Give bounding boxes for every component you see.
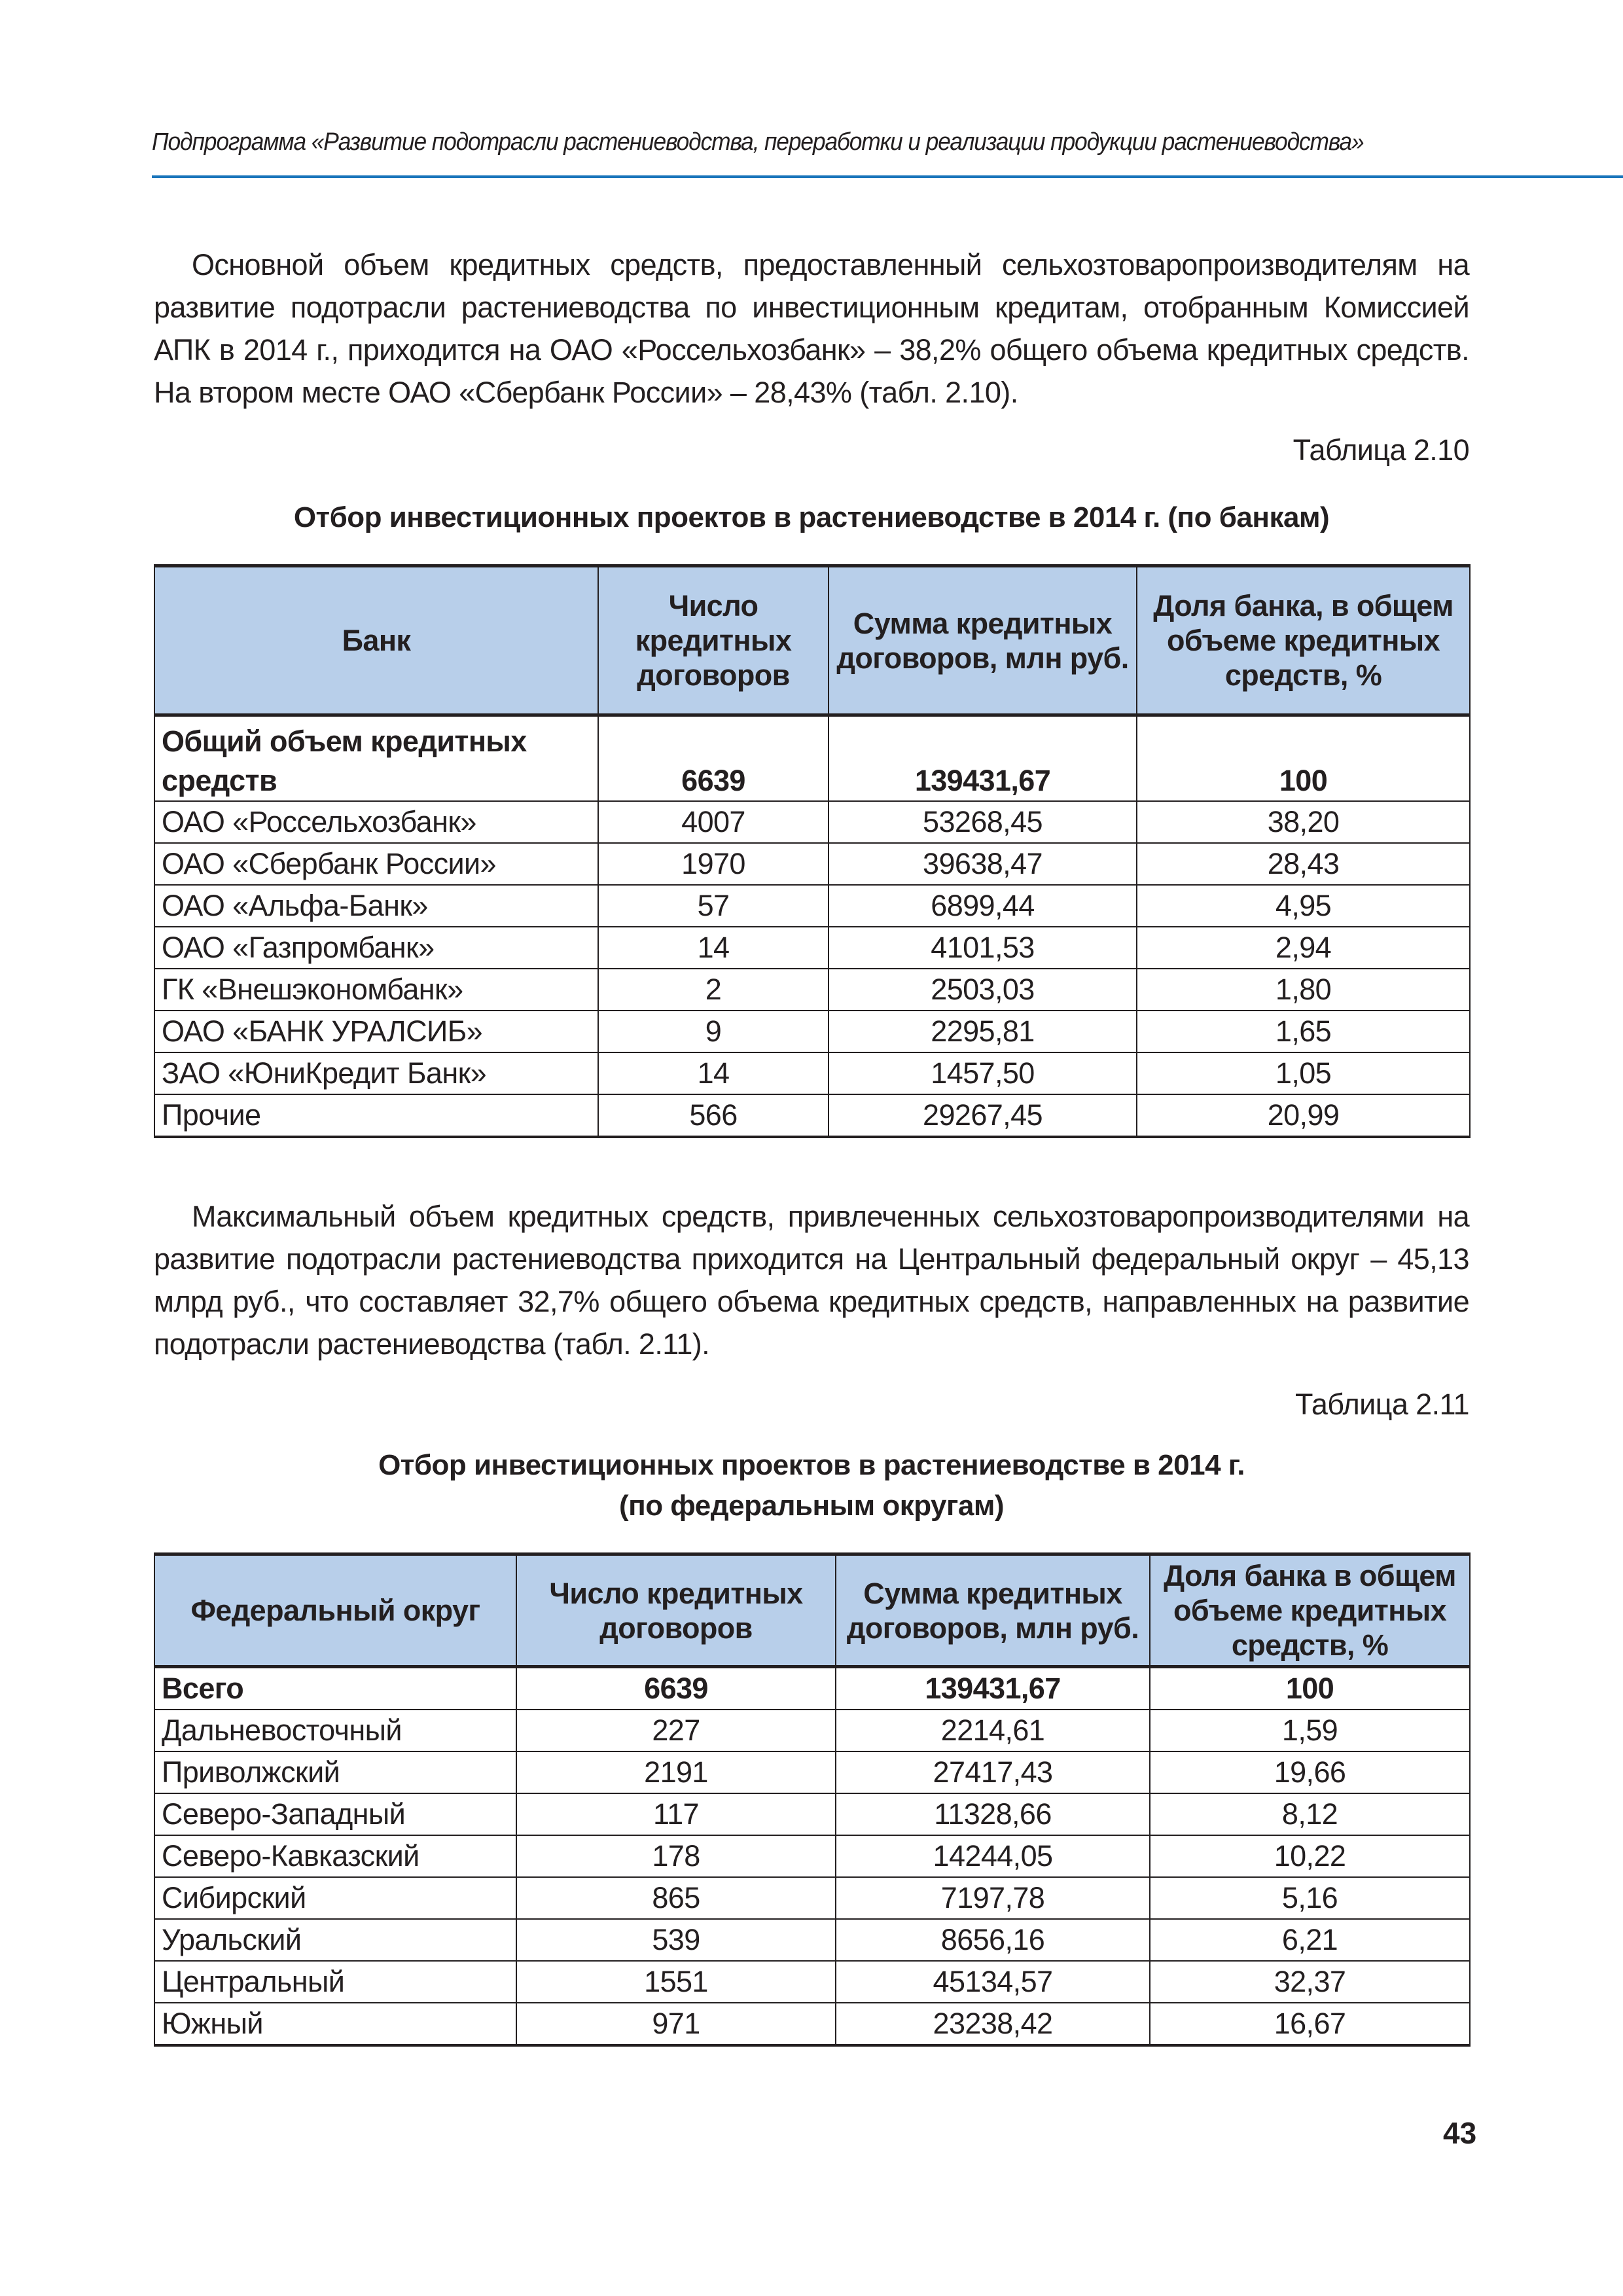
cell-sum: 2214,61 — [836, 1710, 1150, 1751]
cell-share: 28,43 — [1137, 843, 1470, 885]
cell-share: 19,66 — [1150, 1751, 1470, 1793]
cell-count: 6639 — [516, 1667, 836, 1710]
cell-count: 1551 — [516, 1961, 836, 2003]
column-header-sum: Сумма кредитных договоров, млн руб. — [836, 1554, 1150, 1667]
cell-name: ОАО «Альфа-Банк» — [154, 885, 598, 927]
table-header-row — [154, 1554, 1470, 1667]
cell-sum: 27417,43 — [836, 1751, 1150, 1793]
table-row — [154, 801, 1470, 843]
paragraph-1-text: Основной объем кредитных средств, предоставленный сельхозтоваропроизводителям на развитие подотрасли растениеводства по инвестиционным кредитам, отобранным Комиссией АПК в 2014 г., приходится на ОАО «Россельхозбанк» – 38,2% общего объема кредитных средств. На втором месте ОАО «Сбербанк России» – 28,43% (табл. 2.10). — [154, 248, 1469, 409]
table-2-11-caption — [154, 1445, 1469, 1526]
cell-share: 1,05 — [1137, 1052, 1470, 1094]
table-total-row — [154, 715, 1470, 802]
cell-share: 32,37 — [1150, 1961, 1470, 2003]
table-row — [154, 885, 1470, 927]
column-header-bank: Банк — [154, 566, 598, 715]
cell-sum: 139431,67 — [829, 715, 1137, 802]
cell-sum: 45134,57 — [836, 1961, 1150, 2003]
cell-sum: 7197,78 — [836, 1877, 1150, 1919]
cell-share: 1,80 — [1137, 969, 1470, 1011]
cell-share: 20,99 — [1137, 1094, 1470, 1137]
running-header: Подпрограмма «Развитие подотрасли растениеводства, переработки и реализации продукции растениеводства» — [152, 128, 1364, 156]
caption-line-2: (по федеральным округам) — [618, 1490, 1005, 1522]
table-row — [154, 1094, 1470, 1137]
cell-name: Дальневосточный — [154, 1710, 516, 1751]
cell-count: 227 — [516, 1710, 836, 1751]
column-header-share: Доля банка, в общем объеме кредитных средств, % — [1137, 566, 1470, 715]
cell-count: 865 — [516, 1877, 836, 1919]
cell-name: Центральный — [154, 1961, 516, 2003]
cell-share: 4,95 — [1137, 885, 1470, 927]
column-header-share: Доля банка в общем объеме кредитных средств, % — [1150, 1554, 1470, 1667]
table-row — [154, 1961, 1470, 2003]
cell-name: Сибирский — [154, 1877, 516, 1919]
table-row — [154, 1919, 1470, 1961]
cell-name: ОАО «БАНК УРАЛСИБ» — [154, 1011, 598, 1052]
cell-sum: 39638,47 — [829, 843, 1137, 885]
cell-count: 57 — [598, 885, 829, 927]
cell-count: 2191 — [516, 1751, 836, 1793]
table-row — [154, 1793, 1470, 1835]
cell-count: 117 — [516, 1793, 836, 1835]
cell-count: 9 — [598, 1011, 829, 1052]
cell-name: Общий объем кредитных средств — [154, 715, 598, 802]
cell-share: 6,21 — [1150, 1919, 1470, 1961]
cell-share: 2,94 — [1137, 927, 1470, 969]
cell-sum: 139431,67 — [836, 1667, 1150, 1710]
table-2-10 — [154, 564, 1471, 1138]
cell-share: 8,12 — [1150, 1793, 1470, 1835]
paragraph-1 — [154, 243, 1469, 414]
table-row — [154, 969, 1470, 1011]
cell-sum: 6899,44 — [829, 885, 1137, 927]
table-row — [154, 2003, 1470, 2045]
cell-sum: 53268,45 — [829, 801, 1137, 843]
cell-share: 1,65 — [1137, 1011, 1470, 1052]
table-2-10-label: Таблица 2.10 — [1293, 433, 1469, 467]
table-header-row — [154, 566, 1470, 715]
cell-share: 100 — [1150, 1667, 1470, 1710]
cell-share: 1,59 — [1150, 1710, 1470, 1751]
cell-name: Южный — [154, 2003, 516, 2045]
cell-count: 178 — [516, 1835, 836, 1877]
caption-line-1: Отбор инвестиционных проектов в растениеводстве в 2014 г. — [378, 1449, 1245, 1481]
cell-count: 2 — [598, 969, 829, 1011]
cell-name: ОАО «Сбербанк России» — [154, 843, 598, 885]
cell-sum: 11328,66 — [836, 1793, 1150, 1835]
table-row — [154, 1751, 1470, 1793]
cell-name: Приволжский — [154, 1751, 516, 1793]
cell-sum: 2503,03 — [829, 969, 1137, 1011]
cell-count: 14 — [598, 927, 829, 969]
page-number: 43 — [1443, 2116, 1477, 2150]
table-2-10-caption: Отбор инвестиционных проектов в растениеводстве в 2014 г. (по банкам) — [293, 501, 1330, 533]
table-2-11 — [154, 1552, 1471, 2047]
table-row — [154, 1835, 1470, 1877]
table-row — [154, 1052, 1470, 1094]
cell-share: 10,22 — [1150, 1835, 1470, 1877]
cell-sum: 4101,53 — [829, 927, 1137, 969]
cell-name: ОАО «Газпромбанк» — [154, 927, 598, 969]
paragraph-2 — [154, 1195, 1469, 1365]
cell-sum: 1457,50 — [829, 1052, 1137, 1094]
cell-name: ОАО «Россельхозбанк» — [154, 801, 598, 843]
table-row — [154, 1011, 1470, 1052]
cell-name: Всего — [154, 1667, 516, 1710]
cell-share: 5,16 — [1150, 1877, 1470, 1919]
cell-count: 6639 — [598, 715, 829, 802]
cell-count: 539 — [516, 1919, 836, 1961]
cell-sum: 14244,05 — [836, 1835, 1150, 1877]
cell-name: Уральский — [154, 1919, 516, 1961]
cell-sum: 2295,81 — [829, 1011, 1137, 1052]
cell-sum: 29267,45 — [829, 1094, 1137, 1137]
column-header-district: Федеральный округ — [154, 1554, 516, 1667]
table-row — [154, 843, 1470, 885]
cell-count: 4007 — [598, 801, 829, 843]
cell-name: Северо-Западный — [154, 1793, 516, 1835]
table-row — [154, 1710, 1470, 1751]
header-rule — [152, 175, 1623, 178]
cell-name: ЗАО «ЮниКредит Банк» — [154, 1052, 598, 1094]
cell-share: 16,67 — [1150, 2003, 1470, 2045]
cell-count: 1970 — [598, 843, 829, 885]
cell-name: Северо-Кавказский — [154, 1835, 516, 1877]
table-2-11-label: Таблица 2.11 — [1295, 1388, 1469, 1421]
column-header-count: Число кредитных договоров — [516, 1554, 836, 1667]
column-header-count: Число кредитных договоров — [598, 566, 829, 715]
cell-name: ГК «Внешэкономбанк» — [154, 969, 598, 1011]
cell-share: 100 — [1137, 715, 1470, 802]
cell-sum: 8656,16 — [836, 1919, 1150, 1961]
paragraph-2-text: Максимальный объем кредитных средств, привлеченных сельхозтоваропроизводителями на развитие подотрасли растениеводства приходится на Центральный федеральный округ – 45,13 млрд руб., что составляет 32,7% общего объема кредитных средств, направленных на развитие подотрасли растениеводства (табл. 2.11). — [154, 1200, 1469, 1361]
cell-share: 38,20 — [1137, 801, 1470, 843]
table-total-row — [154, 1667, 1470, 1710]
table-row — [154, 927, 1470, 969]
cell-sum: 23238,42 — [836, 2003, 1150, 2045]
table-row — [154, 1877, 1470, 1919]
column-header-sum: Сумма кредитных договоров, млн руб. — [829, 566, 1137, 715]
cell-name: Прочие — [154, 1094, 598, 1137]
cell-count: 14 — [598, 1052, 829, 1094]
cell-count: 971 — [516, 2003, 836, 2045]
cell-count: 566 — [598, 1094, 829, 1137]
